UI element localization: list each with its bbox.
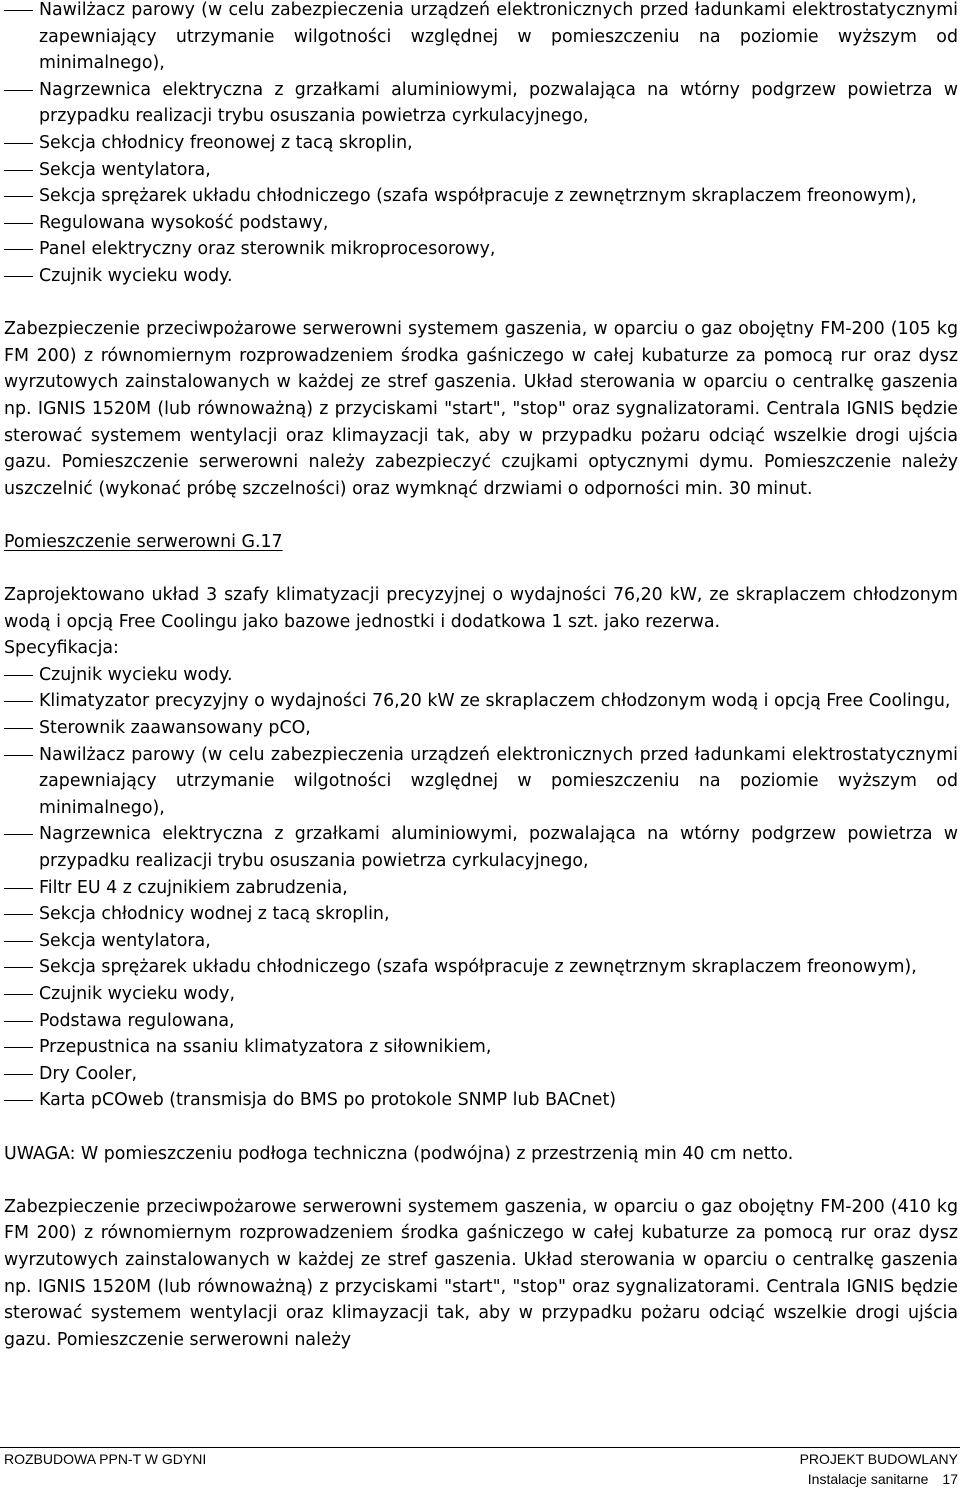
fire-protection-paragraph-2: Zabezpieczenie przeciwpożarowe serwerowni systemem gaszenia, w oparciu o gaz obojętny FM-200 (410 kg FM 200) z równomiernym rozprowadzeniem środka gaśniczego w całej kubaturze za pomocą rur oraz dysz wyrzutowych zainstalowanych w każdej ze stref gaszenia. Układ sterowania w oparciu o centralkę gaszenia np. IGNIS 1520M (lub równoważną) z przyciskami "start", "stop" oraz sygnalizatorami. Centrala IGNIS będzie sterować systemem wentylacji oraz klimayzacji tak, aby w przypadku pożaru odciąć wszelkie drogi ujścia gazu. Pomieszczenie serwerowni należy — [4, 1196, 958, 1350]
list-item: Sekcja chłodnicy wodnej z tacą skroplin, — [4, 901, 958, 928]
list-item: Czujnik wycieku wody. — [4, 662, 958, 689]
list-item: Sekcja wentylatora, — [4, 157, 958, 184]
equipment-list-top — [4, 0, 958, 290]
page-number: 17 — [942, 1471, 958, 1487]
footer-subtitle: Instalacje sanitarne — [807, 1471, 929, 1487]
note-paragraph: UWAGA: W pomieszczeniu podłoga techniczna (podwójna) z przestrzenią min 40 cm netto. — [4, 1143, 794, 1164]
list-item: Sekcja chłodnicy freonowej z tacą skroplin, — [4, 130, 958, 157]
list-item: Podstawa regulowana, — [4, 1008, 958, 1035]
list-item: Filtr EU 4 z czujnikiem zabrudzenia, — [4, 875, 958, 902]
list-item: Nagrzewnica elektryczna z grzałkami aluminiowymi, pozwalająca na wtórny podgrzew powietrza w przypadku realizacji trybu osuszania powietrza cyrkulacyjnego, — [4, 821, 958, 874]
list-item: Czujnik wycieku wody. — [4, 263, 958, 290]
page-content — [4, 0, 958, 1353]
list-item: Panel elektryczny oraz sterownik mikroprocesorowy, — [4, 236, 958, 263]
list-item: Nawilżacz parowy (w celu zabezpieczenia urządzeń elektronicznych przed ładunkami elektrostatycznymi zapewniający utrzymanie wilgotności względnej w pomieszczeniu na poziomie wyższym od minimalnego), — [4, 742, 958, 822]
list-item: Dry Cooler, — [4, 1061, 958, 1088]
footer-document-type: PROJEKT BUDOWLANY — [799, 1451, 958, 1467]
specification-label: Specyfikacja: — [4, 638, 119, 659]
list-item: Czujnik wycieku wody, — [4, 981, 958, 1008]
list-item: Nagrzewnica elektryczna z grzałkami aluminiowymi, pozwalająca na wtórny podgrzew powietrza w przypadku realizacji trybu osuszania powietrza cyrkulacyjnego, — [4, 77, 958, 130]
section-heading — [4, 529, 958, 556]
list-item: Przepustnica na ssaniu klimatyzatora z siłownikiem, — [4, 1034, 958, 1061]
footer-project-name: ROZBUDOWA PPN-T W GDYNI — [4, 1451, 207, 1467]
list-item: Karta pCOweb (transmisja do BMS po protokole SNMP lub BACnet) — [4, 1087, 958, 1114]
list-item: Regulowana wysokość podstawy, — [4, 210, 958, 237]
list-item: Sekcja sprężarek układu chłodniczego (szafa współpracuje z zewnętrznym skraplaczem freonowym), — [4, 954, 958, 981]
list-item: Sterownik zaawansowany pCO, — [4, 715, 958, 742]
section-heading-text: Pomieszczenie serwerowni G.17 — [4, 531, 283, 552]
footer-section — [808, 1470, 958, 1488]
list-item: Klimatyzator precyzyjny o wydajności 76,20 kW ze skraplaczem chłodzonym wodą i opcją Free Coolingu, — [4, 688, 958, 715]
design-paragraph: Zaprojektowano układ 3 szafy klimatyzacji precyzyjnej o wydajności 76,20 kW, ze skraplaczem chłodzonym wodą i opcją Free Coolingu jako bazowe jednostki i dodatkowa 1 szt. jako rezerwa. — [4, 585, 958, 632]
specification-list — [4, 662, 958, 1114]
list-item: Nawilżacz parowy (w celu zabezpieczenia urządzeń elektronicznych przed ładunkami elektrostatycznymi zapewniający utrzymanie wilgotności względnej w pomieszczeniu na poziomie wyższym od minimalnego), — [4, 0, 958, 77]
list-item: Sekcja wentylatora, — [4, 928, 958, 955]
fire-protection-paragraph-1: Zabezpieczenie przeciwpożarowe serwerowni systemem gaszenia, w oparciu o gaz obojętny FM-200 (105 kg FM 200) z równomiernym rozprowadzeniem środka gaśniczego w całej kubaturze za pomocą rur oraz dysz wyrzutowych zainstalowanych w każdej ze stref gaszenia. Układ sterowania w oparciu o centralkę gaszenia np. IGNIS 1520M (lub równoważną) z przyciskami "start", "stop" oraz sygnalizatorami. Centrala IGNIS będzie sterować systemem wentylacji oraz klimayzacji tak, aby w przypadku pożaru odciąć wszelkie drogi ujścia gazu. Pomieszczenie serwerowni należy zabezpieczyć czujkami optycznymi dymu. Pomieszczenie należy uszczelnić (wykonać próbę szczelności) oraz wymknąć drzwiami o odporności min. 30 minut. — [4, 319, 958, 499]
footer-divider — [0, 1447, 960, 1448]
list-item: Sekcja sprężarek układu chłodniczego (szafa współpracuje z zewnętrznym skraplaczem freonowym), — [4, 183, 958, 210]
